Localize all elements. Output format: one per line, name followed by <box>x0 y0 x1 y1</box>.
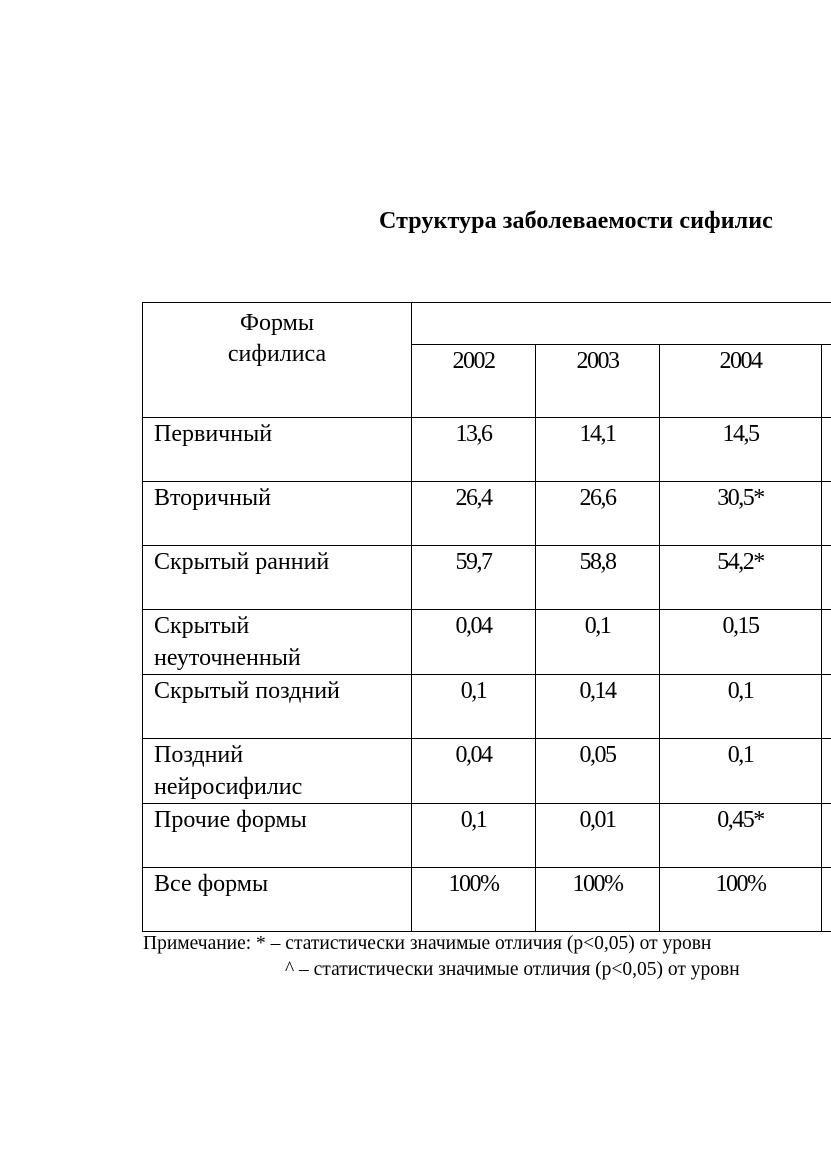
row-cut-cell <box>822 418 831 482</box>
row-value-cell: 0,04 <box>412 610 536 675</box>
row-form-name-line1: Первичный <box>154 421 273 447</box>
row-form-name <box>143 546 412 610</box>
row-form-name <box>143 482 412 546</box>
header-forms-line2: сифилиса <box>227 341 327 367</box>
header-forms <box>143 303 412 418</box>
row-form-name-line2: нейросифилис <box>154 774 303 800</box>
row-value-cell: 58,8 <box>536 546 660 610</box>
row-cut-cell <box>822 546 831 610</box>
row-value-cell: 0,1 <box>412 675 536 739</box>
row-form-name-line1: Вторичный <box>154 485 271 511</box>
header-year: 2003 <box>536 345 660 418</box>
row-value-cell: 0,14 <box>536 675 660 739</box>
row-form-name <box>143 610 412 675</box>
row-value-cell: 13,6 <box>412 418 536 482</box>
table-row <box>143 739 831 804</box>
row-value-cell: 100% <box>412 868 536 932</box>
row-form-name <box>143 739 412 804</box>
row-form-name <box>143 675 412 739</box>
table-title: Структура заболеваемости сифилис <box>379 208 773 234</box>
header-year: 2004 <box>660 345 822 418</box>
row-form-name <box>143 418 412 482</box>
row-form-name-line1: Скрытый поздний <box>154 678 340 704</box>
row-value-cell: 26,4 <box>412 482 536 546</box>
row-cut-cell <box>822 739 831 804</box>
row-value-cell: 54,2* <box>660 546 822 610</box>
header-year: 2002 <box>412 345 536 418</box>
row-form-name-line1: Скрытый ранний <box>154 549 330 575</box>
row-value-cell: 0,1 <box>412 804 536 868</box>
header-year-cut <box>822 345 831 418</box>
header-years-group <box>412 303 831 345</box>
note-line-2: ^ – статистически значимые отличия (p<0,05) от уровн <box>285 959 740 980</box>
table-row <box>143 546 831 610</box>
syphilis-structure-table <box>142 302 831 932</box>
row-value-cell: 0,1 <box>536 610 660 675</box>
row-cut-cell <box>822 482 831 546</box>
table-row <box>143 675 831 739</box>
note-line-1: Примечание: * – статистически значимые отличия (p<0,05) от уровн <box>143 933 712 954</box>
row-form-name-line1: Все формы <box>154 871 269 897</box>
row-form-name-line1: Скрытый <box>154 613 250 639</box>
row-value-cell: 30,5* <box>660 482 822 546</box>
row-form-name <box>143 868 412 932</box>
table-row <box>143 868 831 932</box>
row-form-name-line1: Прочие формы <box>154 807 307 833</box>
row-value-cell: 100% <box>536 868 660 932</box>
row-form-name-line1: Поздний <box>154 742 244 768</box>
row-value-cell: 0,45* <box>660 804 822 868</box>
table-row <box>143 418 831 482</box>
table-row <box>143 610 831 675</box>
row-value-cell: 14,5 <box>660 418 822 482</box>
row-cut-cell <box>822 675 831 739</box>
table-row <box>143 804 831 868</box>
header-forms-line1: Формы <box>240 310 314 336</box>
row-value-cell: 0,04 <box>412 739 536 804</box>
table-row <box>143 482 831 546</box>
row-value-cell: 26,6 <box>536 482 660 546</box>
row-value-cell: 100% <box>660 868 822 932</box>
row-value-cell: 59,7 <box>412 546 536 610</box>
row-value-cell: 0,15 <box>660 610 822 675</box>
row-form-name-line2: неуточненный <box>154 645 301 671</box>
row-cut-cell <box>822 804 831 868</box>
row-form-name <box>143 804 412 868</box>
row-cut-cell <box>822 868 831 932</box>
row-value-cell: 0,01 <box>536 804 660 868</box>
row-value-cell: 0,05 <box>536 739 660 804</box>
row-cut-cell <box>822 610 831 675</box>
row-value-cell: 0,1 <box>660 739 822 804</box>
row-value-cell: 0,1 <box>660 675 822 739</box>
row-value-cell: 14,1 <box>536 418 660 482</box>
